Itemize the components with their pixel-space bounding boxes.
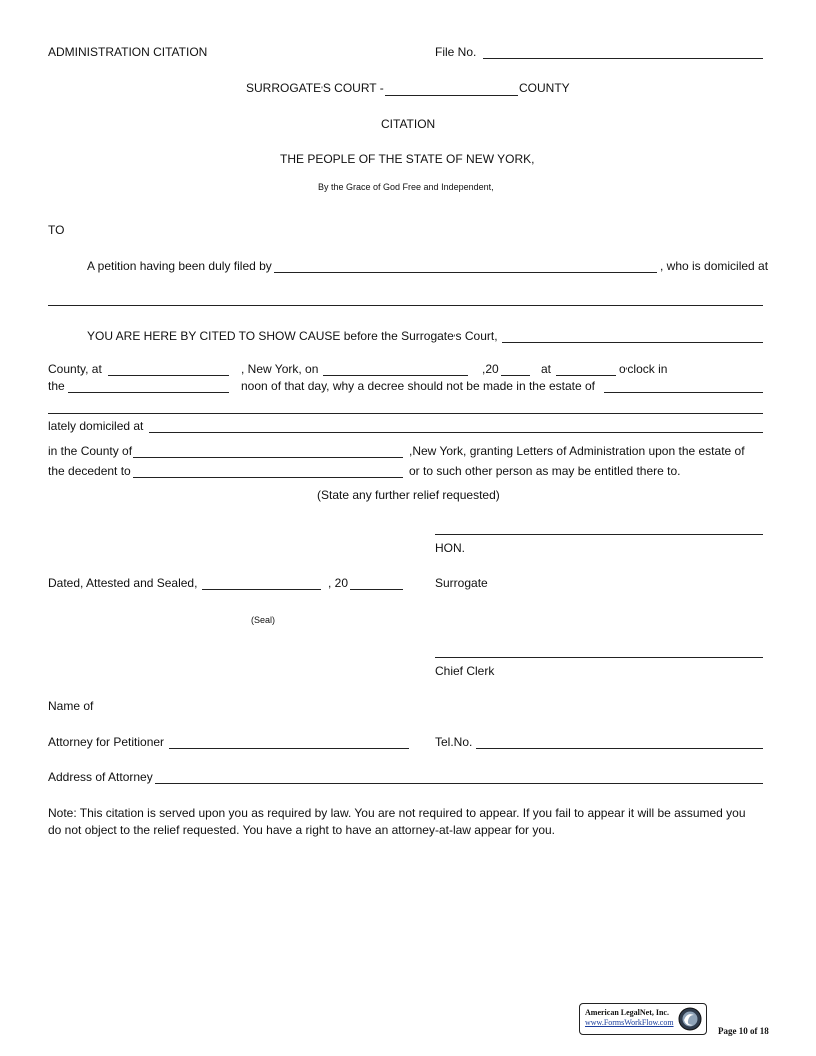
- attorney-for-petitioner-label: Attorney for Petitioner: [48, 735, 165, 749]
- estate-of-field[interactable]: [604, 392, 763, 393]
- to-label: TO: [48, 223, 65, 237]
- year-field[interactable]: [501, 375, 530, 376]
- decedent-to-label: the decedent to: [48, 464, 131, 478]
- oclock-apostrophe: ': [625, 366, 628, 376]
- decedent-to-field[interactable]: [133, 477, 403, 478]
- attorney-address-field[interactable]: [155, 783, 763, 784]
- court-heading: [246, 81, 384, 95]
- page-number: Page 10 of 18: [718, 1026, 769, 1036]
- at-label: at: [541, 362, 552, 376]
- grace-subheading: By the Grace of God Free and Independent,: [318, 182, 494, 192]
- in-county-of-field[interactable]: [133, 457, 403, 458]
- address-of-attorney-label: Address of Attorney: [48, 770, 153, 784]
- attorney-name-field[interactable]: [169, 748, 409, 749]
- dated-field[interactable]: [202, 589, 321, 590]
- globe-swirl-icon: [678, 1007, 702, 1031]
- date-field[interactable]: [323, 375, 468, 376]
- cited-start: YOU ARE HERE BY CITED TO SHOW CAUSE before the Surrogate: [87, 329, 454, 343]
- hon-label: HON.: [435, 541, 465, 555]
- the-label: the: [48, 379, 65, 393]
- note-line-1: Note: This citation is served upon you as required by law. You are not required to appear. If you fail to appear it will be assumed you: [48, 806, 746, 820]
- forenoon-afternoon-field[interactable]: [68, 392, 229, 393]
- name-of-label: Name of: [48, 699, 94, 713]
- logo-url-link[interactable]: www.FormsWorkFlow.com: [585, 1018, 674, 1027]
- dated-year-field[interactable]: [350, 589, 403, 590]
- logo-company-text: American LegalNet, Inc.: [585, 1008, 669, 1017]
- chief-clerk-label: Chief Clerk: [435, 664, 495, 678]
- dated-year-prefix: , 20: [328, 576, 349, 590]
- new-york-on-label: , New York, on: [241, 362, 319, 376]
- time-field[interactable]: [556, 375, 616, 376]
- domicile-field[interactable]: [48, 305, 763, 306]
- cited-apostrophe: ': [453, 333, 456, 343]
- lately-domiciled-field[interactable]: [149, 432, 763, 433]
- citation-heading: CITATION: [381, 117, 436, 131]
- county-name-field[interactable]: [385, 95, 518, 96]
- estate-continuation-field[interactable]: [48, 413, 763, 414]
- file-no-label: File No.: [435, 45, 477, 59]
- surrogate-label: Surrogate: [435, 576, 488, 590]
- tel-no-field[interactable]: [476, 748, 763, 749]
- hon-signature-field[interactable]: [435, 534, 763, 535]
- american-legalnet-logo[interactable]: [579, 1003, 707, 1035]
- county-at-field[interactable]: [108, 375, 229, 376]
- petitioner-field[interactable]: [274, 272, 657, 273]
- year-prefix-label: ,20: [482, 362, 499, 376]
- court-heading-left: SURROGATE: [246, 81, 322, 95]
- oclock-label: [619, 362, 667, 376]
- petition-end: , who is domiciled at: [660, 259, 769, 273]
- court-heading-mid: S COURT -: [322, 81, 384, 95]
- county-at-label: County, at: [48, 362, 102, 376]
- seal-label: (Seal): [251, 615, 276, 625]
- people-heading: THE PEOPLE OF THE STATE OF NEW YORK,: [280, 152, 535, 166]
- oclock-o: o: [619, 362, 626, 376]
- oclock-rest: clock in: [627, 362, 668, 376]
- form-title: ADMINISTRATION CITATION: [48, 45, 208, 59]
- note-line-2: do not object to the relief requested. You have a right to have an attorney-at-law appear for you.: [48, 823, 555, 837]
- surrogate-court-field[interactable]: [502, 342, 763, 343]
- court-heading-apostrophe: ': [321, 85, 323, 95]
- in-county-of-label: in the County of: [48, 444, 133, 458]
- further-relief-text: (State any further relief requested): [317, 488, 500, 502]
- cited-end: s Court,: [455, 329, 498, 343]
- lately-domiciled-label: lately domiciled at: [48, 419, 144, 433]
- court-county-label: COUNTY: [519, 81, 570, 95]
- tel-no-label: Tel.No.: [435, 735, 473, 749]
- petition-start: A petition having been duly filed by: [87, 259, 272, 273]
- file-no-field[interactable]: [483, 58, 763, 59]
- noon-text: noon of that day, why a decree should not be made in the estate of: [241, 379, 596, 393]
- granting-text: ,New York, granting Letters of Administration upon the estate of: [409, 444, 745, 458]
- cited-text: [87, 329, 498, 343]
- dated-label: Dated, Attested and Sealed,: [48, 576, 198, 590]
- other-person-text: or to such other person as may be entitled there to.: [409, 464, 681, 478]
- chief-clerk-signature-field[interactable]: [435, 657, 763, 658]
